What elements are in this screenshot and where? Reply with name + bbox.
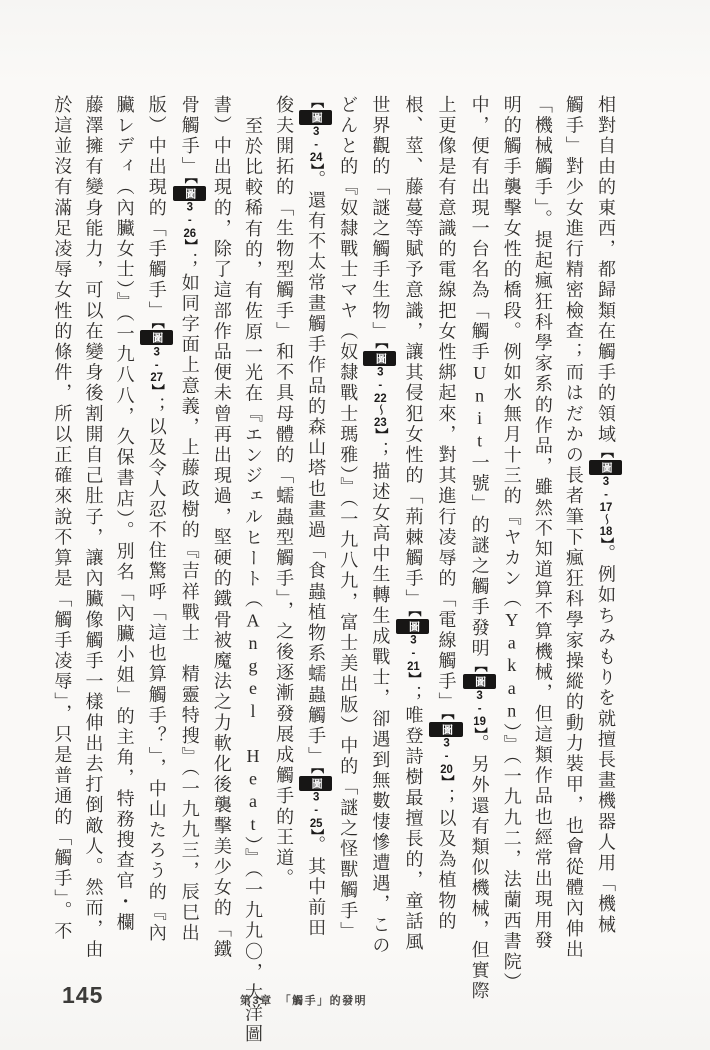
text-column bbox=[396, 95, 429, 953]
figure-number: 3 bbox=[473, 690, 486, 704]
figure-number: 19 bbox=[473, 716, 486, 728]
figure-reference bbox=[309, 767, 325, 836]
chapter-title: 第3章 「觸手」的發明 bbox=[240, 995, 368, 1007]
text-run: 臟レディ（內臟女士）』（一九八八，久保書店）。別名「內臟小姐」的主角，特務搜查官・欄 bbox=[114, 95, 135, 934]
figure-reference bbox=[406, 610, 422, 685]
bracket-close: 】 bbox=[373, 428, 389, 442]
figure-reference bbox=[309, 95, 325, 170]
text-run: ；如同字面上意義，上藤政樹的『吉祥戰士 精靈特搜』（一九九三，辰巳出 bbox=[179, 252, 200, 944]
bracket-close: 】 bbox=[149, 383, 165, 397]
figure-number: 20 bbox=[440, 763, 453, 775]
bracket-open: 【 bbox=[182, 177, 198, 184]
figure-number: - bbox=[440, 750, 453, 764]
text-run: ；描述女高中生轉生成戰士，卻遇到無數悽慘遭遇，この bbox=[370, 441, 391, 957]
text-run: 明的觸手襲擊女性的橋段。例如水無月十三的『ヤカン（Yakan）』（一九九二，法蘭西書院） bbox=[501, 95, 522, 994]
figure-number: 25 bbox=[309, 817, 323, 830]
figure-label-icon: 圖 bbox=[396, 619, 429, 634]
figure-label-icon: 圖 bbox=[299, 776, 332, 791]
bracket-open: 【 bbox=[472, 659, 488, 673]
bracket-open: 【 bbox=[439, 713, 455, 720]
bracket-open: 【 bbox=[373, 342, 389, 349]
text-run: 。例如ちみもりを就擅長畫機器人用「機械 bbox=[596, 544, 616, 936]
text-run: 根、莖、藤蔓等賦予意識，讓其侵犯女性的「荊棘觸手」 bbox=[403, 95, 424, 610]
bracket-close: 】 bbox=[472, 727, 488, 735]
figure-number: 22 bbox=[374, 392, 387, 405]
bracket-close: 】 bbox=[309, 829, 325, 836]
text-column bbox=[77, 95, 108, 961]
bracket-close: 】 bbox=[599, 537, 614, 545]
text-run: ；唯登詩樹最擅長的，童話風 bbox=[403, 685, 424, 953]
figure-reference bbox=[474, 659, 486, 734]
bracket-open: 【 bbox=[406, 610, 422, 617]
bracket-close: 】 bbox=[439, 775, 455, 788]
figure-number: 3 bbox=[310, 126, 323, 139]
text-column bbox=[589, 95, 622, 943]
figure-number: 3 bbox=[407, 634, 420, 648]
text-run: 。還有不太常畫觸手作品的森山塔也畫過「食蟲植物系蠕蟲觸手」 bbox=[306, 170, 327, 768]
page-number: 145 bbox=[62, 982, 104, 1008]
figure-reference bbox=[600, 445, 612, 544]
text-column bbox=[332, 95, 363, 943]
text-column bbox=[496, 95, 527, 994]
figure-number: 3 bbox=[310, 791, 323, 805]
text-run: ；以及令人忍不住驚呼「這也算觸手？」，中山たろう的『內 bbox=[146, 396, 167, 944]
figure-reference bbox=[151, 322, 163, 397]
text-run: 上更像是有意識的電線把女性綁起來，對其進行凌辱的「電線觸手」 bbox=[436, 95, 457, 713]
figure-number: 24 bbox=[309, 152, 323, 164]
text-column bbox=[268, 95, 299, 943]
text-column bbox=[527, 95, 558, 952]
text-run: 觸手」對少女進行精密檢查；而はだかの長者筆下瘋狂科學家操縱的動力裝甲，也會從體內伸出 bbox=[563, 95, 584, 961]
figure-number: 3 bbox=[374, 366, 387, 380]
text-run: 書）中出現的，除了這部作品便未曾再出現過，堅硬的鐵骨被魔法之力軟化後襲擊美少女的「鐵 bbox=[211, 95, 232, 961]
text-run: 相對自由的東西，都歸類在觸手的領域 bbox=[596, 95, 616, 446]
figure-reference bbox=[184, 177, 196, 252]
bracket-open: 【 bbox=[149, 321, 165, 329]
figure-number: 17 bbox=[599, 502, 613, 514]
figure-reference bbox=[441, 713, 453, 788]
figure-number: - bbox=[310, 804, 323, 818]
text-column bbox=[429, 95, 462, 943]
figure-number: - bbox=[310, 139, 323, 152]
text-run: 。其中前田 bbox=[306, 835, 327, 939]
text-column bbox=[46, 95, 77, 943]
text-run: 中，便有出現一台名為「觸手Unit一號」的謎之觸手發明 bbox=[469, 95, 490, 660]
figure-number: 26 bbox=[183, 227, 197, 240]
figure-label-icon: 圖 bbox=[363, 351, 396, 366]
text-column bbox=[558, 95, 589, 961]
figure-number: ～ bbox=[600, 513, 612, 527]
text-run: どんと的『奴隸戰士マヤ（奴隸戰士瑪雅）』（一九八九，富士美出版）中的「謎之怪獸觸手」 bbox=[338, 95, 359, 943]
figure-label-icon: 圖 bbox=[463, 674, 496, 689]
text-run: 俊夫開拓的「生物型觸手」和不具母體的「蠕蟲型觸手」，之後逐漸發展成觸手的王道。 bbox=[274, 95, 295, 890]
figure-number: - bbox=[600, 489, 612, 503]
figure-number: 3 bbox=[440, 737, 453, 751]
text-run: 至於比較稀有的，有佐原一光在『エンジェルヒート（Angel Heat）』（一九九〇，大洋圖 bbox=[242, 116, 263, 1045]
figure-number: 23 bbox=[374, 416, 387, 429]
text-column bbox=[173, 95, 206, 943]
figure-number: - bbox=[407, 647, 420, 661]
figure-number: 3 bbox=[600, 476, 612, 490]
figure-number: 21 bbox=[407, 660, 420, 672]
figure-number: - bbox=[150, 359, 163, 373]
figure-number: 3 bbox=[183, 201, 196, 215]
bracket-open: 【 bbox=[599, 445, 614, 459]
text-run: ；以及為植物的 bbox=[436, 788, 457, 933]
text-run: 世界觀的「謎之觸手生物」 bbox=[370, 95, 391, 343]
text-run: 。另外還有類似機械，但實際 bbox=[469, 734, 490, 1003]
figure-number: - bbox=[374, 379, 387, 393]
text-column bbox=[109, 95, 140, 943]
text-run: 版）中出現的「手觸手」 bbox=[146, 95, 167, 322]
text-column bbox=[363, 95, 396, 957]
text-column bbox=[206, 95, 237, 961]
figure-label-icon: 圖 bbox=[173, 186, 206, 201]
bracket-open: 【 bbox=[309, 767, 325, 774]
figure-label-icon: 圖 bbox=[589, 460, 622, 475]
text-column bbox=[299, 95, 332, 943]
bracket-close: 】 bbox=[182, 239, 198, 253]
figure-label-icon: 圖 bbox=[299, 110, 332, 125]
figure-number: - bbox=[183, 214, 196, 228]
bracket-close: 】 bbox=[406, 672, 422, 685]
figure-number: - bbox=[473, 703, 486, 717]
text-column bbox=[237, 95, 268, 1045]
figure-number: 3 bbox=[150, 346, 163, 360]
text-run: 骨觸手」 bbox=[179, 95, 200, 178]
figure-number: 27 bbox=[150, 372, 164, 384]
text-run: 於這並沒有滿足凌辱女性的條件，所以正確來說不算是「觸手凌辱」，只是普通的「觸手」。不 bbox=[52, 95, 73, 943]
figure-number: ～ bbox=[374, 404, 387, 417]
figure-label-icon: 圖 bbox=[140, 330, 173, 345]
figure-label-icon: 圖 bbox=[429, 722, 462, 737]
figure-number: 18 bbox=[599, 526, 613, 538]
bracket-open: 【 bbox=[309, 95, 325, 108]
text-column bbox=[463, 95, 496, 1003]
bracket-close: 】 bbox=[309, 163, 325, 170]
text-run: 「機械觸手」。提起瘋狂科學家系的作品，雖然不知道算不算機械，但這類作品也經常出現用發 bbox=[532, 95, 553, 952]
text-run: 藤澤擁有變身能力，可以在變身後割開自己肚子，讓內臟像觸手一樣伸出去打倒敵人。然而，由 bbox=[83, 95, 104, 961]
figure-reference bbox=[373, 342, 389, 442]
text-column bbox=[140, 95, 173, 943]
